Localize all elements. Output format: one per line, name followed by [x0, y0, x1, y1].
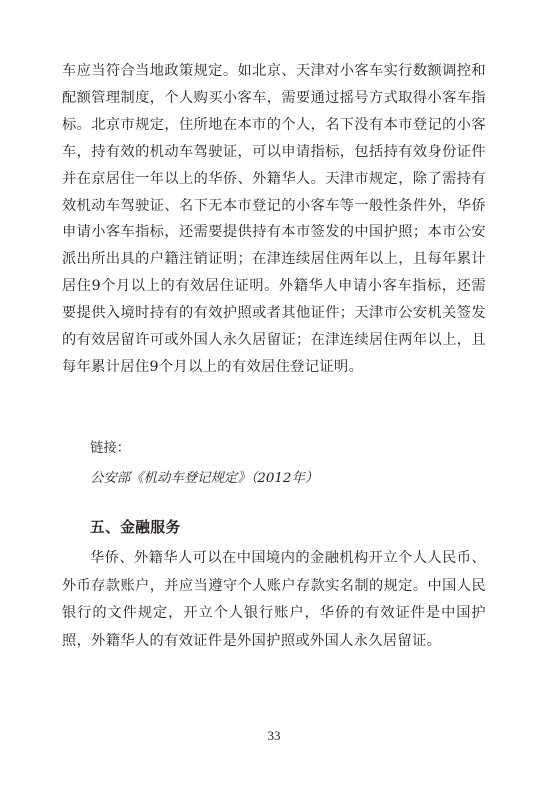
- section-title-financial-services: 五、金融服务: [90, 519, 181, 536]
- link-label: 链接：: [90, 441, 131, 456]
- body-paragraph-financial-services: 华侨、外籍华人可以在中国境内的金融机构开立个人人民币、外币存款账户，并应当遵守个人账户存款实名制的规定。中国人民银行的文件规定，开立个人银行账户，华侨的有效证件是中国护照，外籍华人的有效证件是外国护照或外国人永久居留证。: [62, 550, 486, 649]
- body-paragraph-vehicle-policy: 车应当符合当地政策规定。如北京、天津对小客车实行数额调控和配额管理制度，个人购买小客车，需要通过摇号方式取得小客车指标。北京市规定，住所地在本市的个人，名下没有本市登记的小客车，持有效的机动车驾驶证，可以申请指标，包括持有效身份证件并在京居住一年以上的华侨、外籍华人。天津市规定，除了需持有效机动车驾驶证、名下无本市登记的小客车等一般性条件外，华侨申请小客车指标，还需要提供持有本市签发的中国护照；本市公安派出所出具的户籍注销证明；在津连续居住两年以上，且每年累计居住9个月以上的有效居住证明。外籍华人申请小客车指标，还需要提供入境时持有的有效护照或者其他证件；天津市公安机关签发的有效居留许可或外国人永久居留证；在津连续居住两年以上，且每年累计居住9个月以上的有效居住登记证明。: [62, 63, 486, 375]
- page-number: 33: [267, 728, 281, 743]
- link-reference[interactable]: 公安部《机动车登记规定》（2012年）: [90, 471, 319, 486]
